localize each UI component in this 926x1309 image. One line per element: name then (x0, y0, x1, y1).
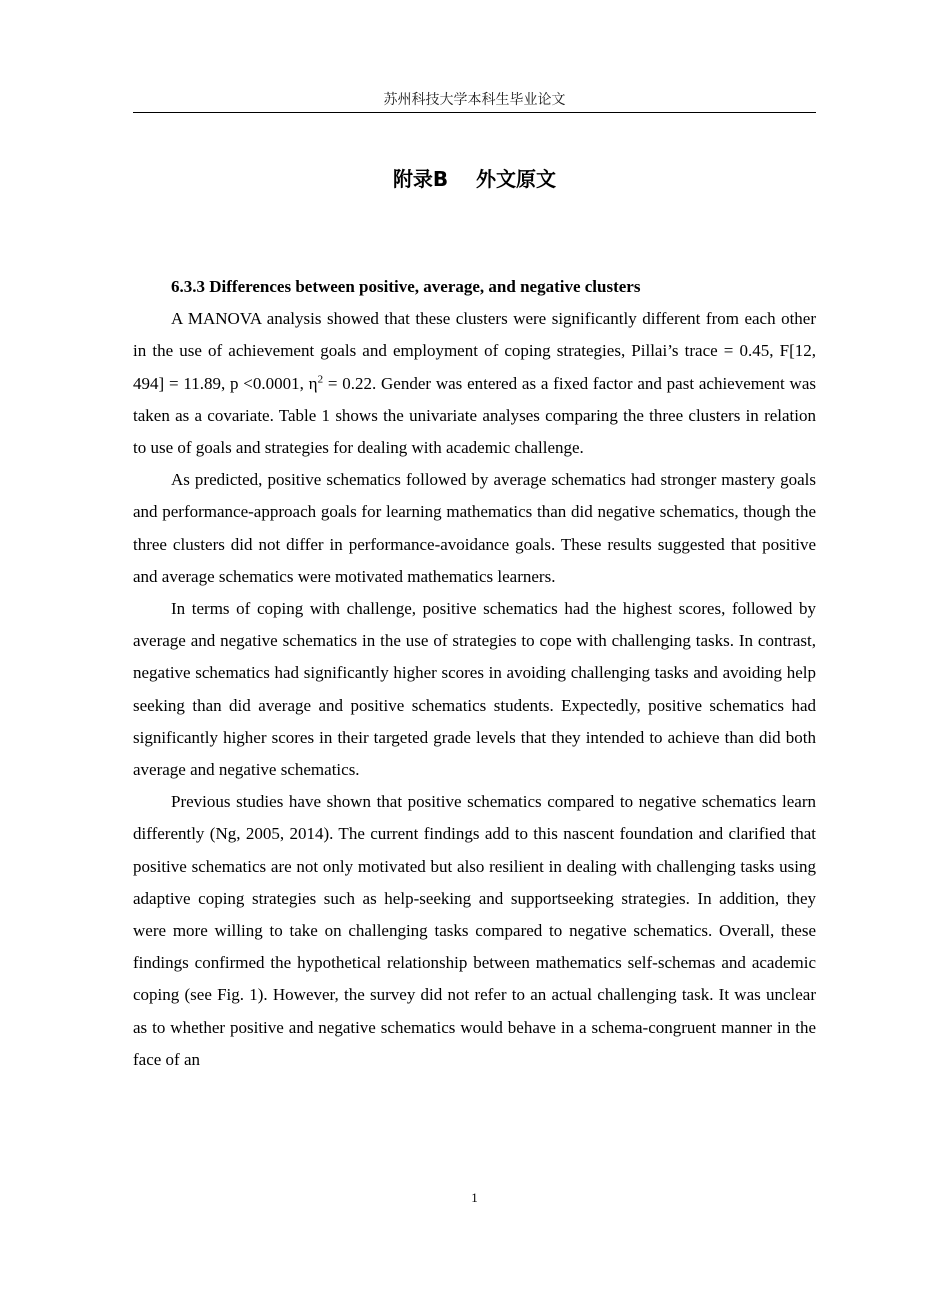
document-body (133, 271, 816, 1076)
paragraph-previous-studies: Previous studies have shown that positive schematics compared to negative schematics learn differently (Ng, 2005, 2014). The current findings add to this nascent foundation and clarified that positive schematics are not only motivated but also resilient in dealing with challenging tasks using adaptive coping strategies such as help-seeking and supportseeking strategies. In addition, they were more willing to take on challenging tasks compared to negative schematics. Overall, these findings confirmed the hypothetical relationship between mathematics self-schemas and academic coping (see Fig. 1). However, the survey did not refer to an actual challenging task. It was unclear as to whether positive and negative schematics would behave in a schema-congruent manner in the face of an (133, 792, 816, 1069)
paragraph-manova (133, 303, 816, 464)
header-divider (133, 112, 816, 113)
running-header: 苏州科技大学本科生毕业论文 (383, 92, 566, 108)
superscript-two: 2 (317, 372, 324, 385)
page-number: 1 (471, 1190, 478, 1205)
paragraph-manova-text-start: A MANOVA analysis showed that these clusters were significantly different from each other in the use of achievement goals and employment of coping strategies, Pillai’s trace = 0.45, F[12, 494] = 11.89, p <0.0001, η (133, 309, 816, 393)
paragraph-manova-text-end: = 0.22. Gender was entered as a fixed factor and past achievement was taken as a covariate. Table 1 shows the univariate analyses comparing the three clusters in relation to use of goals and strategies for dealing with academic challenge. (133, 373, 816, 458)
paragraph-coping: In terms of coping with challenge, positive schematics had the highest scores, followed by average and negative schematics in the use of strategies to cope with challenging tasks. In contrast, negative schematics had significantly higher scores in avoiding challenging tasks and avoiding help seeking than did average and positive schematics students. Expectedly, positive schematics had significantly higher scores in their targeted grade levels that they intended to achieve than did both average and negative schematics. (133, 599, 816, 780)
paragraph-goals: As predicted, positive schematics followed by average schematics had stronger mastery goals and performance-approach goals for learning mathematics than did negative schematics, though the three clusters did not differ in performance-avoidance goals. These results suggested that positive and average schematics were motivated mathematics learners. (133, 470, 816, 586)
section-heading: 6.3.3 Differences between positive, average, and negative clusters (171, 277, 641, 296)
appendix-title: 附录B 外文原文 (392, 167, 557, 191)
